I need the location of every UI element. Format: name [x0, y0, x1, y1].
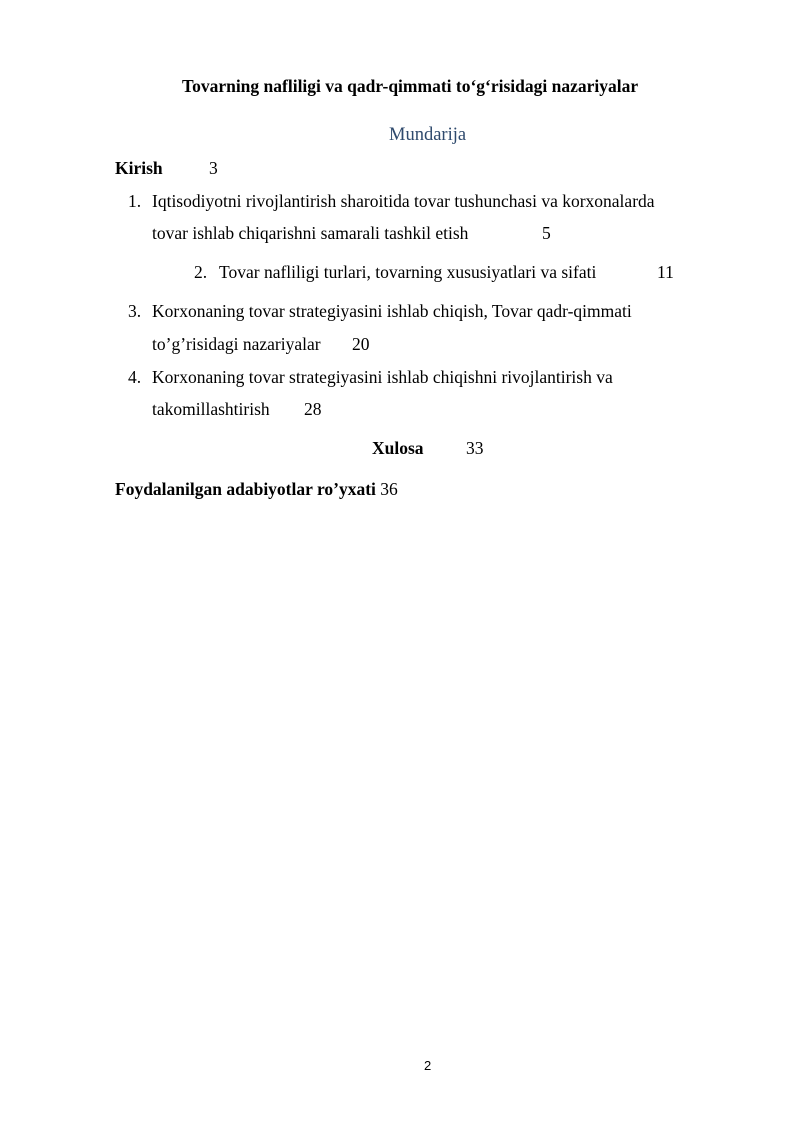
- toc-item-text: Tovar nafliligi turlari, tovarning xususiyatlari va sifati: [219, 262, 597, 282]
- toc-entry-page: 36: [380, 479, 398, 499]
- toc-entry-references: [115, 479, 398, 500]
- toc-item-text: Korxonaning tovar strategiyasini ishlab chiqish, Tovar qadr-qimmati: [152, 301, 632, 321]
- toc-item-number: 3.: [128, 301, 142, 321]
- toc-entry-page: 33: [466, 438, 484, 458]
- toc-item-page: 5: [542, 223, 551, 243]
- document-title: Tovarning nafliligi va qadr-qimmati to‘g‘risidagi nazariyalar: [182, 76, 639, 96]
- toc-item-text: Korxonaning tovar strategiyasini ishlab chiqishni rivojlantirish va: [152, 367, 613, 387]
- toc-entry-label: Xulosa: [372, 438, 424, 458]
- toc-entry-page: 3: [209, 158, 218, 178]
- toc-item-text: to’g’risidagi nazariyalar: [152, 334, 321, 354]
- toc-heading: Mundarija: [389, 125, 467, 145]
- toc-entry-intro: [115, 158, 163, 179]
- toc-item-page: 20: [352, 334, 370, 354]
- toc-item-number: 4.: [128, 367, 142, 387]
- toc-item-number: 2.: [194, 262, 208, 282]
- toc-item-text: takomillashtirish: [152, 399, 270, 419]
- toc-entry-label: Foydalanilgan adabiyotlar ro’yxati: [115, 479, 376, 499]
- toc-item-page: 28: [304, 399, 322, 419]
- page-number: 2: [424, 1058, 432, 1073]
- toc-item-number: 1.: [128, 191, 142, 211]
- toc-item-page: 11: [657, 262, 674, 282]
- toc-item-text: Iqtisodiyotni rivojlantirish sharoitida tovar tushunchasi va korxonalarda: [152, 191, 655, 211]
- toc-entry-label: Kirish: [115, 158, 163, 178]
- toc-item-text: tovar ishlab chiqarishni samarali tashkil etish: [152, 223, 469, 243]
